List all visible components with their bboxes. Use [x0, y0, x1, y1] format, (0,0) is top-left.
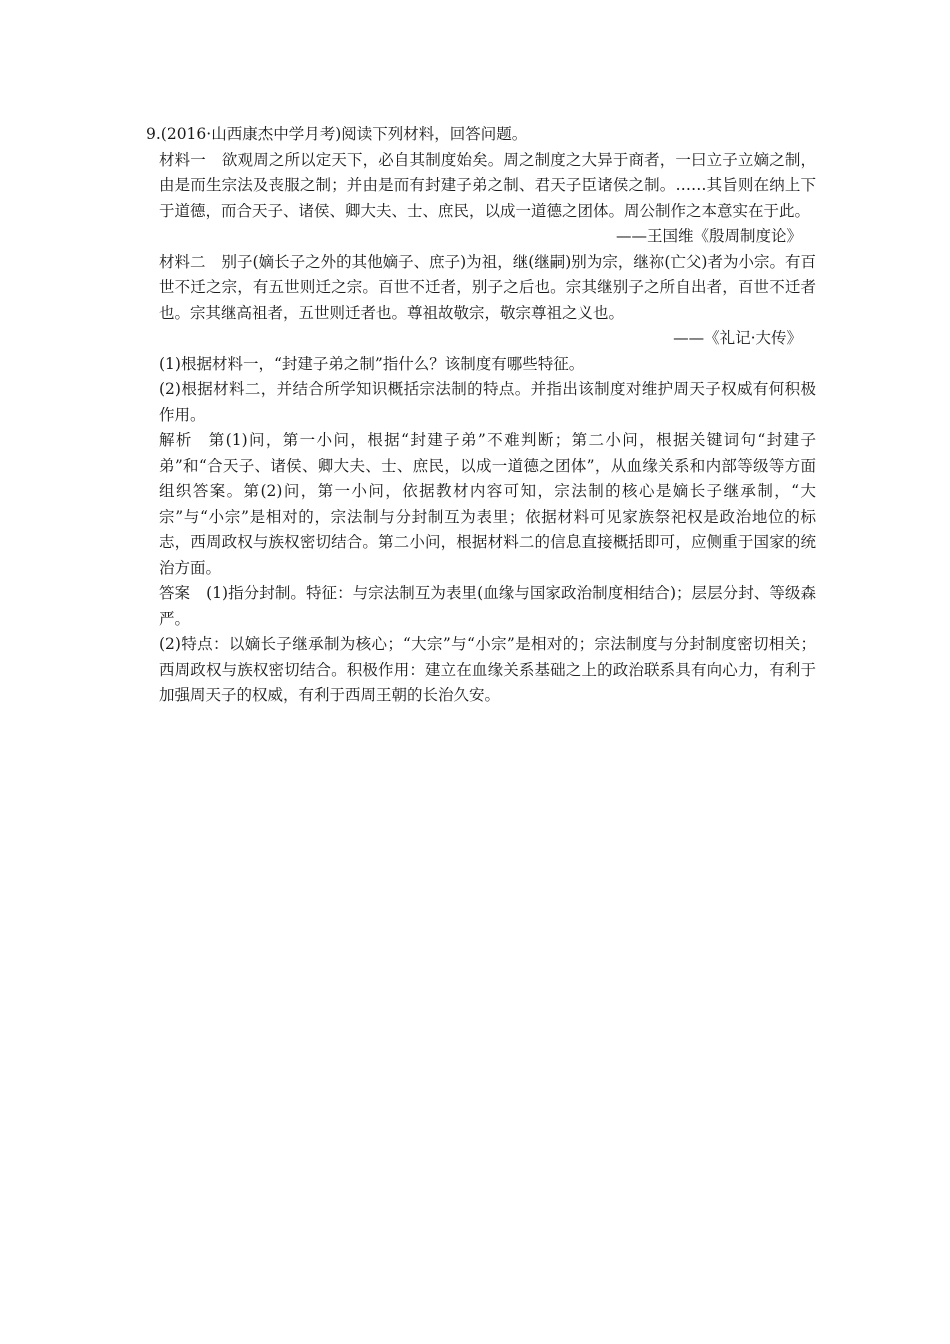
material-one-source: ——王国维《殷周制度论》 — [615, 227, 802, 245]
material-two — [146, 250, 816, 327]
answer-part-2: (2)特点：以嫡长子继承制为核心；“大宗”与“小宗”是相对的；宗法制度与分封制度密切相关；西周政权与族权密切结合。积极作用：建立在血缘关系基础之上的政治联系具有向心力，有利于加强周天子的权威，有利于西周王朝的长治久安。 — [159, 635, 816, 704]
answer — [146, 581, 816, 632]
material-one-label: 材料一 — [159, 150, 206, 169]
question-block — [146, 122, 816, 709]
sub-question-1: (1)根据材料一，“封建子弟之制”指什么？该制度有哪些特征。 — [159, 354, 585, 373]
analysis-text: 第(1)问，第一小问，根据“封建子弟”不难判断；第二小问，根据关键词句“封建子弟”和“合天子、诸侯、卿大夫、士、庶民，以成一道德之团体”，从血缘关系和内部等级等方面组织答案。第(2)问，第一小问，依据教材内容可知，宗法制的核心是嫡长子继承制，“大宗”与“小宗”是相对的，宗法制与分封制互为表里；依据材料可见家族祭祀权是政治地位的标志，西周政权与族权密切结合。第二小问，根据材料二的信息直接概括即可，应侧重于国家的统治方面。 — [159, 431, 816, 577]
analysis — [146, 428, 816, 581]
question-header: 9.(2016·山西康杰中学月考)阅读下列材料，回答问题。 — [146, 125, 528, 143]
analysis-label: 解析 — [159, 431, 193, 449]
answer-label: 答案 — [159, 584, 191, 602]
material-two-text: 别子(嫡长子之外的其他嫡子、庶子)为祖，继(继嗣)别为宗，继祢(亡父)者为小宗。有百世不迁之宗，有五世则迁之宗。百世不迁者，别子之后也。宗其继别子之所自出者，百世不迁者也。宗其继高祖者，五世则迁者也。尊祖故敬宗，敬宗尊祖之义也。 — [159, 252, 816, 322]
sub-question-2: (2)根据材料二，并结合所学知识概括宗法制的特点。并指出该制度对维护周天子权威有何积极作用。 — [159, 380, 816, 424]
material-one — [146, 148, 816, 225]
material-one-text: 欲观周之所以定天下，必自其制度始矣。周之制度之大异于商者，一曰立子立嫡之制，由是而生宗法及丧服之制；并由是而有封建子弟之制、君天子臣诸侯之制。……其旨则在纳上下于道德，而合天子、诸侯、卿大夫、士、庶民，以成一道德之团体。周公制作之本意实在于此。 — [159, 150, 816, 220]
material-two-source: ——《礼记·大传》 — [673, 329, 802, 347]
answer-part-1: (1)指分封制。特征：与宗法制互为表里(血缘与国家政治制度相结合)；层层分封、等级森严。 — [159, 584, 816, 628]
material-two-label: 材料二 — [159, 252, 206, 271]
